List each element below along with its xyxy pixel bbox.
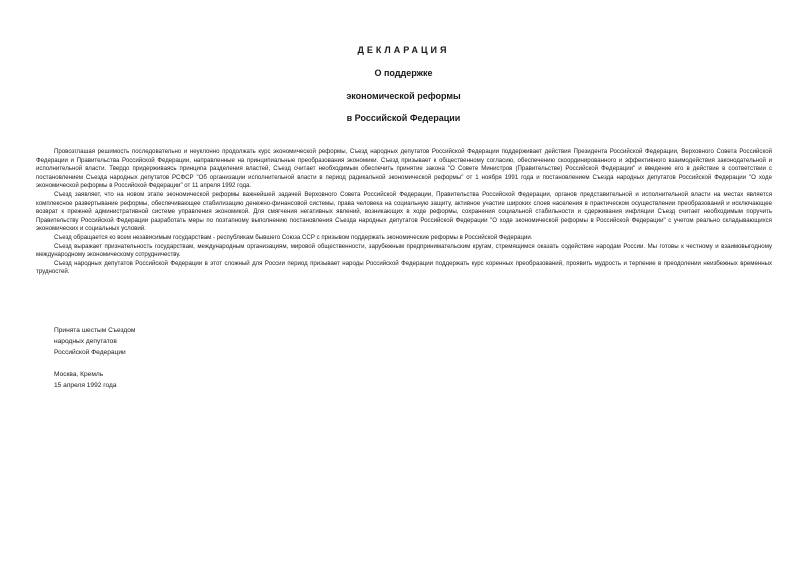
body-paragraph: Съезд обращается ко всем независимым государствам - республикам бывшего Союза ССР с призывом поддержать экономические реформы в Российской Федерации. <box>54 233 533 241</box>
place-line: Москва, Кремль <box>54 371 104 378</box>
document-subtitle-line: О поддержке <box>374 68 433 78</box>
body-paragraph: Съезд заявляет, что на новом этапе экономической реформы важнейшей задачей Верховного Совета Российской Федерации, Правительства Российской Федерации, органов представительной и исполнительной власти на местах является комплексное развертывание реформы, обеспечивающее стабилизацию денежно-финансовой системы, права человека на социальную защиту, активное участие широких слоев населения в практическом осуществлении преобразований и исключающее возврат к прежней административной системе управления экономикой. Для смягчения негативных явлений, возникающих в ходе реформы, сохранения социальной стабильности и сдерживания инфляции Съезд считает необходимым поручить Правительству Российской Федерации разработать меры по поэтапному выполнению постановления Съезда народных депутатов Российской Федерации "О ходе экономической реформы в Российской Федерации" с учетом реально складывающихся экономических и социальных условий. <box>36 190 772 233</box>
body-paragraph: Провозглашая решимость последовательно и неуклонно продолжать курс экономической реформы, Съезд народных депутатов Российской Федерации поддерживает действия Президента Российской Федерации, Верховного Совета Российской Федерации и Правительства Российской Федерации, направленные на принципиальные преобразования экономики. Съезд призывает к общественному согласию, обеспечению скоординированного и эффективного взаимодействия законодательной и исполнительной власти. Твердо придерживаясь принципа разделения властей, Съезд считает необходимым обеспечить принятие закона "О Совете Министров (Правительстве) Российской Федерации" и введение его в действие в соответствии с постановлением Съезда народных депутатов РСФСР "Об организации исполнительной власти в период радикальной экономической реформы" от 1 ноября 1991 года и постановлением Съезда народных депутатов Российской Федерации "О ходе экономической реформы в Российской Федерации" от 11 апреля 1992 года. <box>36 148 772 190</box>
spacer <box>54 358 135 369</box>
body-paragraph: Съезд выражает признательность государствам, международным организациям, мировой общественности, зарубежным предпринимательским кругам, стремящимся оказать содействие народам России. Мы готовы к честному и взаимовыгодному международному экономическому сотрудничеству. <box>36 242 772 259</box>
body-paragraph: Съезд народных депутатов Российской Федерации в этот сложный для России период призывает народы Российской Федерации поддержать курс коренных преобразований, проявить мудрость и терпение в преодолении неизбежных временных трудностей. <box>36 259 772 276</box>
adopted-by-line: народных депутатов <box>54 338 117 345</box>
document-title: ДЕКЛАРАЦИЯ <box>357 45 450 55</box>
date-line: 15 апреля 1992 года <box>54 382 117 389</box>
signature-block <box>54 325 135 391</box>
document-subtitle-line: в Российской Федерации <box>346 113 461 123</box>
document-body <box>36 148 772 277</box>
adopted-by-line: Принята шестым Съездом <box>54 327 136 334</box>
adopted-by-line: Российской Федерации <box>54 349 126 356</box>
document-subtitle-line: экономической реформы <box>346 91 461 101</box>
